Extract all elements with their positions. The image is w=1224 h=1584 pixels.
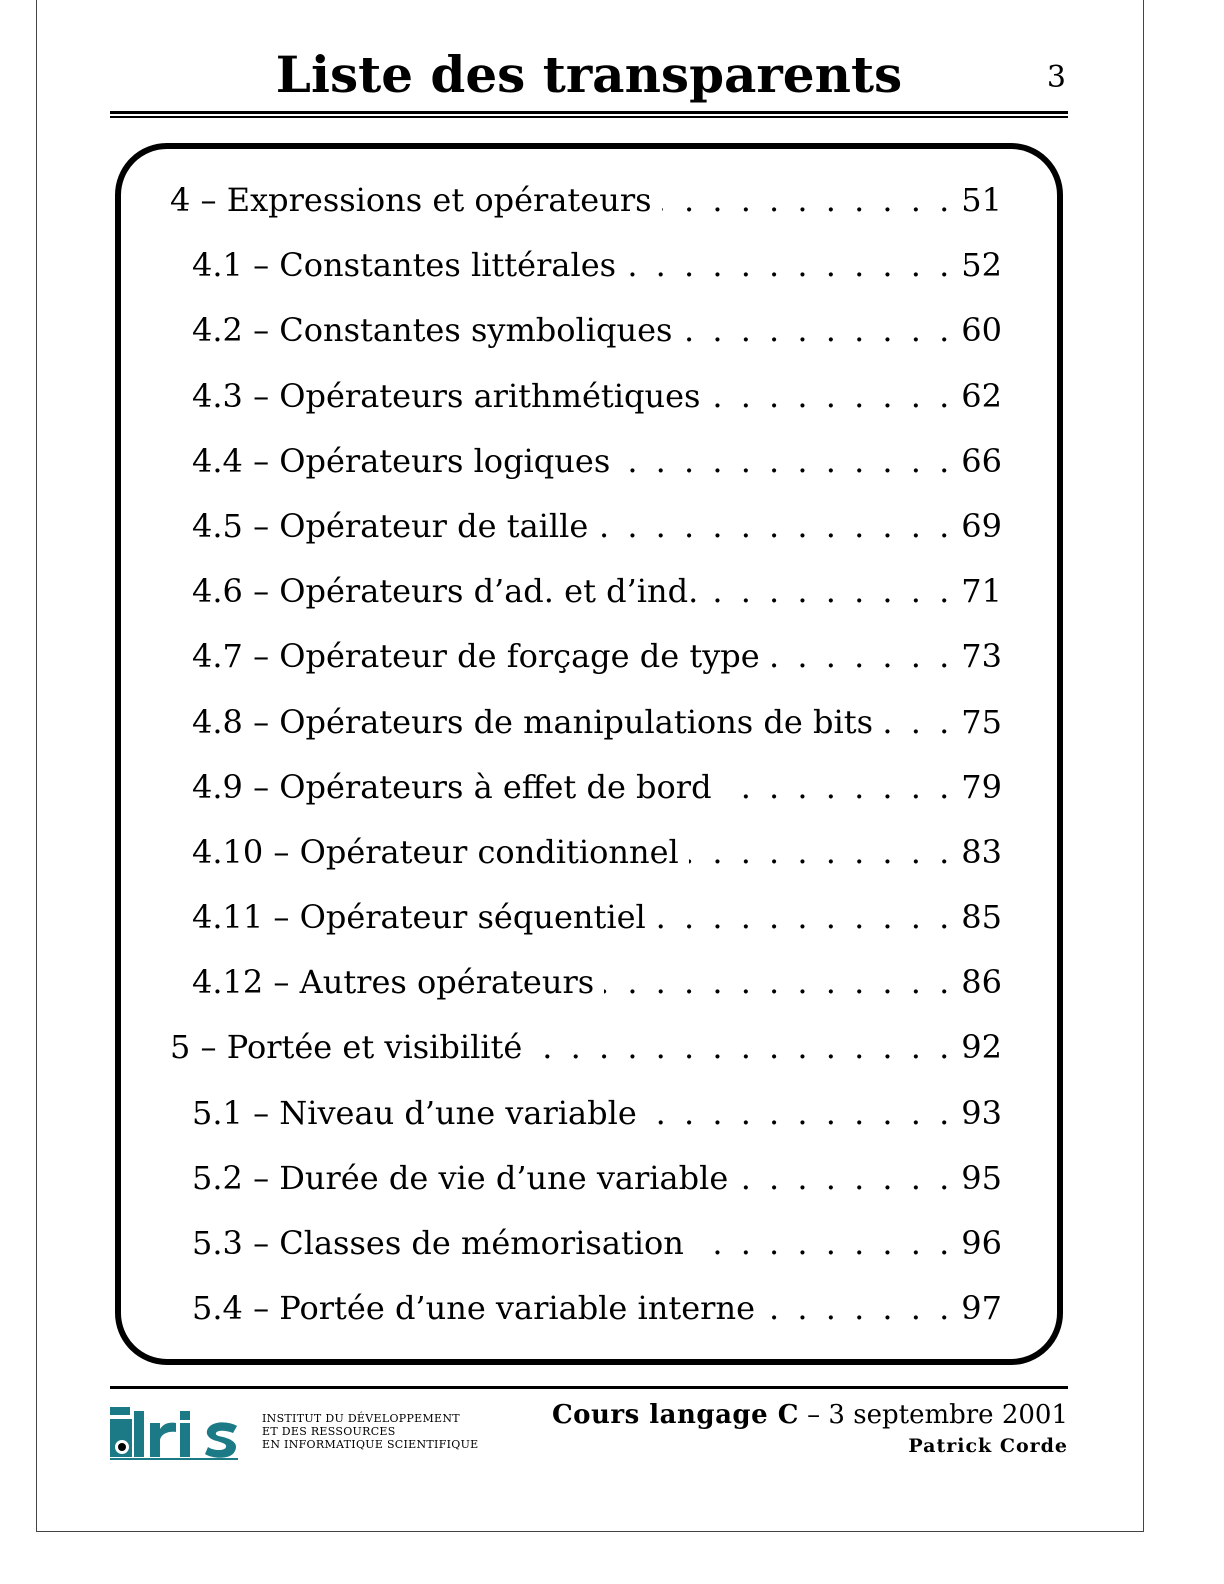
page-header	[110, 40, 1068, 110]
toc-entry-label: 4.4 – Opérateurs logiques	[192, 441, 611, 480]
toc-entry-label: 5.4 – Portée d’une variable interne	[192, 1289, 755, 1328]
header-rule-top	[110, 111, 1068, 114]
toc-entry	[170, 1081, 1002, 1146]
toc-entry	[170, 624, 1002, 689]
logo-i-dot	[180, 1411, 190, 1420]
toc-entry-label: 4.6 – Opérateurs d’ad. et d’ind.	[192, 572, 699, 611]
course-line	[552, 1398, 1068, 1432]
toc-entry	[170, 298, 1002, 363]
toc-entry	[170, 820, 1002, 885]
toc-entry-page: 95	[961, 1158, 1002, 1197]
toc-entry-label: 4.12 – Autres opérateurs	[192, 963, 595, 1002]
toc-entry-label: 4.7 – Opérateur de forçage de type	[192, 637, 760, 676]
logo-underline	[110, 1458, 238, 1460]
toc-dot-leader	[604, 950, 949, 1015]
toc-entry-page: 52	[961, 246, 1002, 285]
toc-entry-page: 92	[961, 1028, 1002, 1067]
toc-dot-leader	[682, 298, 949, 363]
footer-rule	[110, 1386, 1068, 1389]
toc-entry-label: 4.11 – Opérateur séquentiel	[192, 898, 646, 937]
toc-entry-page: 66	[961, 441, 1002, 480]
toc-entry	[170, 429, 1002, 494]
toc-dot-leader	[689, 820, 950, 885]
toc-entry-page: 96	[961, 1224, 1002, 1262]
toc-entry	[170, 1146, 1002, 1211]
toc-entry	[170, 755, 1002, 820]
institute-name	[262, 1412, 479, 1451]
toc-entry-page: 85	[961, 898, 1002, 937]
institute-line-1: INSTITUT DU DÉVELOPPEMENT	[262, 1412, 460, 1425]
logo-i-stem	[180, 1423, 190, 1457]
toc-entry	[170, 559, 1002, 624]
toc-entry	[170, 1211, 1002, 1276]
toc-entry-page: 83	[961, 832, 1002, 871]
toc-dot-leader	[710, 364, 949, 429]
toc-entry-label: 4.3 – Opérateurs arithmétiques	[192, 376, 701, 415]
toc-dot-leader	[662, 168, 950, 233]
toc-entry	[170, 494, 1002, 559]
toc-entry-page: 60	[961, 311, 1002, 350]
institute-line-3: EN INFORMATIQUE SCIENTIFIQUE	[262, 1438, 479, 1451]
toc-dot-leader	[620, 429, 949, 494]
toc-dot-leader	[656, 885, 950, 950]
page-number: 3	[1046, 60, 1066, 95]
toc-dot-leader	[770, 624, 950, 689]
toc-entry	[170, 885, 1002, 950]
toc-entry-label: 5.1 – Niveau d’une variable	[192, 1093, 637, 1132]
toc-dot-leader	[598, 494, 949, 559]
toc-dot-leader	[722, 755, 950, 820]
toc-entry-page: 71	[961, 572, 1002, 611]
toc-entry-label: 4.2 – Constantes symboliques	[192, 311, 673, 350]
toc-entry-page: 73	[961, 637, 1002, 676]
author-name: Patrick Corde	[908, 1435, 1068, 1457]
toc-entry-label: 5.3 – Classes de mémorisation	[192, 1224, 684, 1262]
toc-dot-leader	[708, 559, 949, 624]
logo-bar-top	[110, 1407, 130, 1415]
toc-entry-page: 69	[961, 506, 1002, 545]
page-title: Liste des transparents	[275, 45, 903, 104]
toc-entry-label: 4.8 – Opérateurs de manipulations de bits	[192, 702, 873, 741]
toc-entry	[170, 1015, 1002, 1080]
toc-entry-page: 79	[961, 767, 1002, 806]
toc-dot-leader	[765, 1276, 949, 1341]
toc-dot-leader	[694, 1211, 949, 1276]
toc-entry-page: 93	[961, 1093, 1002, 1132]
toc-entry-label: 4.5 – Opérateur de taille	[192, 506, 589, 545]
idris-logo	[110, 1405, 240, 1461]
toc-dot-leader	[626, 233, 949, 298]
toc-entry-page: 86	[961, 963, 1002, 1002]
toc-entry-label: 5 – Portée et visibilité	[170, 1028, 523, 1067]
institute-line-2: ET DES RESSOURCES	[262, 1425, 396, 1438]
course-title: Cours langage C	[551, 1400, 799, 1430]
toc-entry-page: 97	[961, 1289, 1002, 1328]
logo-r	[150, 1423, 176, 1457]
toc-entry-page: 62	[961, 376, 1002, 415]
toc-entry-label: 4.9 – Opérateurs à effet de bord	[192, 767, 712, 806]
toc-entry	[170, 1276, 1002, 1341]
toc-dot-leader	[883, 690, 949, 755]
toc-list	[170, 168, 1002, 1341]
course-date: – 3 septembre 2001	[807, 1400, 1068, 1430]
toc-dot-leader	[738, 1146, 949, 1211]
header-rule-bottom	[110, 116, 1068, 118]
toc-entry	[170, 233, 1002, 298]
toc-entry-label: 4.1 – Constantes littérales	[192, 246, 617, 285]
toc-entry-label: 4 – Expressions et opérateurs	[170, 181, 652, 219]
logo-dot-inner	[118, 1443, 126, 1451]
toc-entry-page: 75	[961, 702, 1002, 741]
toc-entry	[170, 950, 1002, 1015]
toc-entry	[170, 364, 1002, 429]
toc-entry-label: 5.2 – Durée de vie d’une variable	[192, 1158, 729, 1197]
toc-dot-leader	[647, 1081, 950, 1146]
logo-d-stem	[134, 1411, 144, 1457]
toc-entry-label: 4.10 – Opérateur conditionnel	[192, 832, 679, 871]
toc-entry-page: 51	[961, 181, 1002, 219]
toc-dot-leader	[532, 1015, 949, 1080]
toc-entry	[170, 168, 1002, 233]
logo-s	[205, 1422, 237, 1457]
toc-entry	[170, 690, 1002, 755]
